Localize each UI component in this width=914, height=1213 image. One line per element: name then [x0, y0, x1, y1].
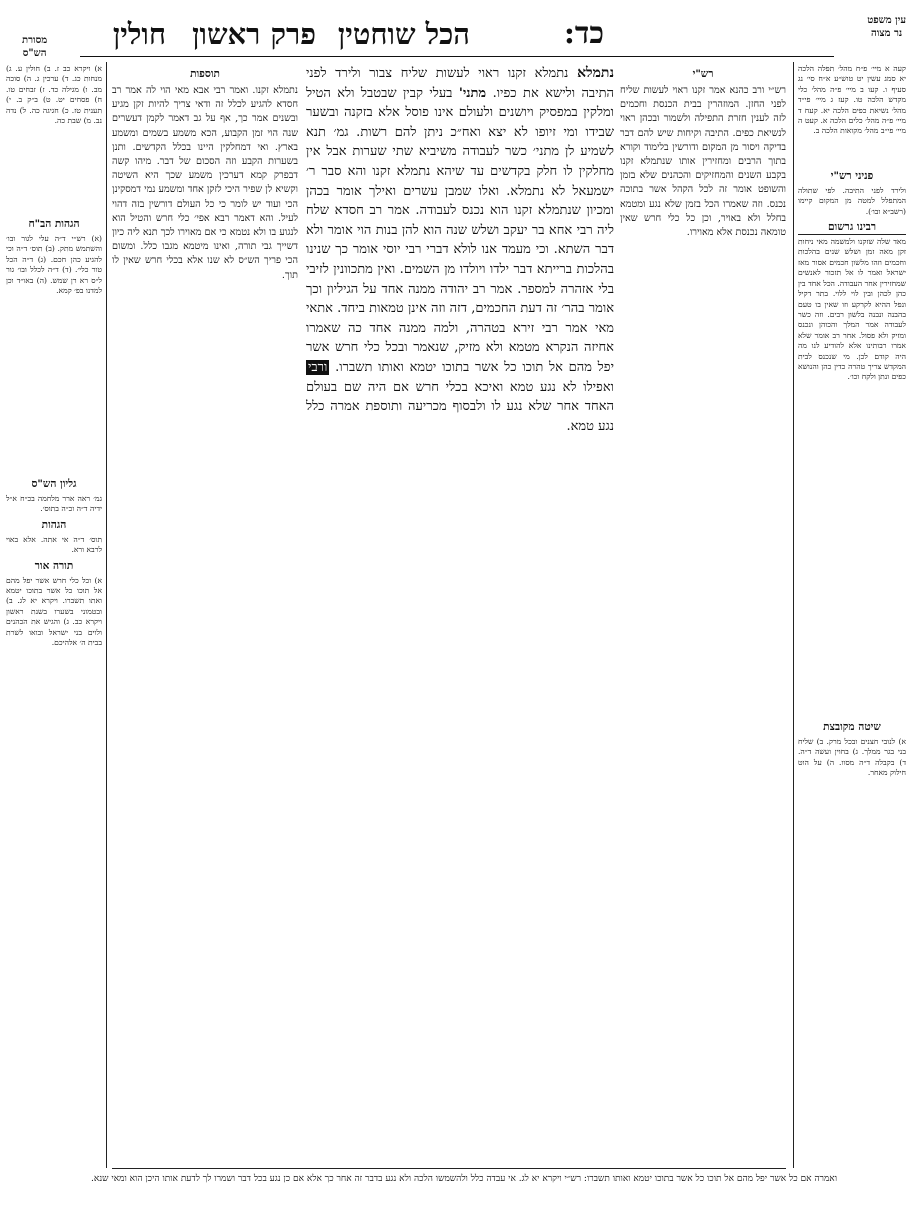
mishnah-opening: נתמלא זקנו ראוי לעשות שליח צבור ולירד לפני התיבה ולישא את כפיו.	[306, 66, 614, 101]
tractate-name: חולין	[112, 17, 166, 51]
mishnah-keyword: נתמלא	[577, 65, 614, 81]
tosafot-title: תוספות	[190, 68, 220, 80]
ein-section-title-3: רבינו גרשום	[827, 221, 877, 234]
ein-section-text-2: ולירד לפני התיבה. לפי שתולה המתפלל למטה מן המקום קיימו (רשב״א ובו׳).	[798, 185, 906, 216]
rashi-title: רש"י	[692, 68, 714, 80]
masoret-section-text-5: א) וכל כלי חרש אשר יפל מהם אל תוכו כל אשר בתוכו יטמא ואתו תשברו. ויקרא יא לג. ב) ובטמוני בשערו בשנת ראשון ויקרא כב. ג) והגיש את הכהנים ולוים בני ישראל ובואו לשרת בבית ה׳ אלהיכם.	[6, 575, 102, 648]
gemara-block	[306, 64, 614, 1064]
ein-mishpat-column	[798, 64, 906, 1164]
page-header	[0, 14, 914, 59]
masoret-section-title-4: הגהות	[41, 518, 67, 531]
masoret-section-text-4: תוס׳ ד״ה אי אתה. אלא באוי לרבא ורא.	[6, 534, 102, 555]
ein-section-text-4: א) לנובי חצנים ובכל מרק. ב) שליח בני בגר ממלך. ג) בחוין ועשה ד״ה. ד) בקבלה ד״ה מסוו. ה) על הוט חילוק מאחר.	[798, 737, 906, 778]
masoret-label: מסורת הש"ס	[22, 35, 48, 59]
mishnah-label: מתני'	[458, 85, 487, 101]
ein-section-title-4: שיטה מקובצת	[823, 721, 881, 734]
gemara-tail: ואפילו לא נגע טמא ואיכא בכלי חרש אם היה שם בעולם האחד אחר שלא נגע לו ולבסוף מכריעה ותוספת אמרה כלל נגע טמא.	[306, 379, 614, 434]
ein-section-text-3: מאד שלה שזקנו ולמשמה מאי ניחות זקן מאה זמן ושלש שנים בהלכות וחכמים וזהו מלשון חכמים אסור מאז ישראל ואמר לו אל תזכור לאנשים שמחזירין אחר העבודה. הכל אחד בין כהן לכהן ובין לוי ללוי. בתר דקיל ונפל ההיא לקרקע וזו שאין בו טעם בהבנה ונבנה בלשון רבים. וזה כשר לעבודה אמר המלך והכוהן ונכנס ומזיק ולא פסול. אחר רב אומר שלא אמרו רבותינו אלא להודיע לנו מה היה קודם לכן. מי שנכנס לבית המקדש צריך טהרה כדין כהן והנושא כפים ונתן ולקח וכו׳.	[798, 237, 906, 382]
ein-mishpat-label: עין משפט נר מצוה	[867, 15, 906, 39]
masoret-section-title-3: גליון הש"ס	[31, 478, 77, 490]
chapter-number: פרק ראשון	[192, 17, 316, 51]
masoret-section-title-5: תורה אור	[34, 559, 74, 572]
ein-mishpat-text: קעה א מיי׳ פ״ח מהל׳ תפלה הלכה יא סמג עשין יט טוש״ע א״ח סי׳ נג סעיף ו. קעו ב מיי׳ פ״ה מהל׳ כלי מקדש הלכה טו. קעז ג מיי׳ פי״ד מהל׳ נשיאת כפים הלכה יא. קעח ד מיי׳ פ״ה מהל׳ כלים הלכה א. קעט ה מיי׳ פי״ב מהל׳ מקואות הלכה ב.	[798, 64, 906, 136]
masoret-section-text-2: (א) רש״י ד״ה עלי לגור ובו׳ והשתמש מתק. (ב) תוס׳ ד״ה וכי להגיע כהן חכם. (ג) ד״ה הכל טור כלי׳. (ד) ד״ה לכלל ובו׳ גור ל״ס רא רן שמש. (ה) באו״ד וכן למדנו בפ׳ קמא.	[6, 234, 102, 296]
mishnah-body: בעלי קבין שבטבל ולא הטיל ומלקין במפסיק ויושנים ולעולם אינו פוסל אלא בזקנה ובשער שבידו ומי זיופו לא יצא ואח״כ ניתן להם רשות.	[306, 85, 614, 140]
masoret-section-text-3: גמ׳ ראה ארר מלחמה בכ״ח א״ל ידיה ד״ה וכ״ה בתוס׳.	[6, 494, 102, 514]
header-rule	[80, 56, 834, 57]
ein-section-title-2: פניני רש"י	[830, 169, 874, 182]
masoret-text: א) ויקרא כב ז. ב) חולין ע. ג) מנחות כג. ד) ערכין ג. ה) סוכה מב. ו) מגילה כד. ז) זבחים טו. ח) פסחים יט. ט) ב״ק ב. י) תענית טז. כ) חגיגה כה. ל) נדה נב. מ) שבת כה.	[6, 64, 102, 126]
footer-rashi: ואמרה אם כל אשר יפל מהם אל תוכו כל אשר בתוכו יטמא ואותו תשברו: רש״י ויקרא יא לג. אי עבדה כלל ולהשמשו הלכה ולא נגע בדבר זה אחר כך אלא אם כן נגע בכל דבר ושמרו לך לדעת אותו היכן הוא ומאי שנא.	[90, 1174, 837, 1184]
tosafot-text: נתמלא זקנו. ואמר רבי אבא מאי הוי לה אמר רב חסדא להגיע לכלל זה ודאי צריך להיות זקן מגיע ובשנים אמר כך, אף על גב דאמר לקמן דעשרים שנה הוי זמן הקבוע, הכא משמע בשמים ומשמע בארץ. ואי דמחלקין היינו בכלל הקדשים. ותנן בשערות הקבע וזה הסכום של דבר. מיהו קשה דבפרק קמא דערכין משמע שכך היא השיטה וקשיא לן שפיר היכי לזקן אחד ומשמע נמי דמסקינן הכי ועוד יש לומר כי כל העולם דורשין בזה דהוי לעיל. והא דאמר רבא אפי׳ כלי חרש והטיל הוא לנגוע בו ולא נטמא כי אם מאוירו לכך תנא ליה כיון דשייך גבי תורה, ואינו מיטמא מגבו כלל. ומשום הכי פריך הש״ס לא שנו אלא בכלי חרש שאין לו תוך.	[112, 85, 298, 281]
masoret-section-title-2: הגהות הב"ח	[28, 218, 80, 230]
page-marker: כד:	[563, 16, 604, 51]
rashi-text: רש״י ורב כהנא אמר זקנו ראוי לעשות שליח לפני החזן. המוזהרין בבית הכנסת וחכמים לזה לענין חזרת התפילה ולשמור ובכהן ראוי לנשיאת כפים. התיבה וקיחות שיש להם דבר בדיקה ויסור מן המקום ודורשין בלימוד וקורא בתוך הרבים ומחזירין אותו שנתמלא זקנו בקבע השנים והמחזיקים והכהנים שלא בזמן והשופט אומר זה לכל הקהל אשר בתוכה נכנס. וזה שאמרו הכל בזמן שלא נגע ומטמא בחלל ולא באויר, וכן כל כלי חרש שאין טומאה נכנסת אלא מאוירו.	[620, 85, 786, 239]
rashi-column	[620, 64, 786, 1114]
masoret-column	[6, 64, 102, 1164]
emphasized-word: ורבי	[308, 359, 328, 375]
gemara-text: גמ׳ תנא לשמיע לן מתני׳ כשר לעבודה משיביא שתי שערות אבל אין מחלקין לו חלק בקדשים עד שיהא נתמלא זקנו והא סבר ר׳ ישמעאל לא נתמלא. ואלו שמבן עשרים ואילך אומר בכהן ומכיון שנתמלא זקנו הוא נכנס לעבודה. אמר רב חסדא שלח ליה רבי אחא בר יעקב ושלש שנה הוא להן בנות הוי אומר ולא דבר השתא. וכי מעמד אנו לולא דברי רבי יוסי אומר כך שנינו בהלכות ברייתא דבר ילדו ויולדו מן השמים. ואין מתכוונין לזיבי בלי אזהרה למספר. אמר רב יהודה ממנה אחד על הגיליון וכך אומר בהר׳ זה דעת החכמים, דזה וזה אינן טמאות ביחד. אתאי מאי אמר רבי זירא בטהרה, ולמה ממנה אחד כה שאמרו אחיזה הנקרא מטמא ולא מזיק, שנאמר ובכל כלי חרש אשר יפל מהם אל תוכו כל אשר בתוכו יטמא ואותו תשברו.	[306, 124, 614, 375]
chapter-title: הכל שוחטין	[337, 17, 470, 51]
tosafot-column	[112, 64, 298, 1114]
